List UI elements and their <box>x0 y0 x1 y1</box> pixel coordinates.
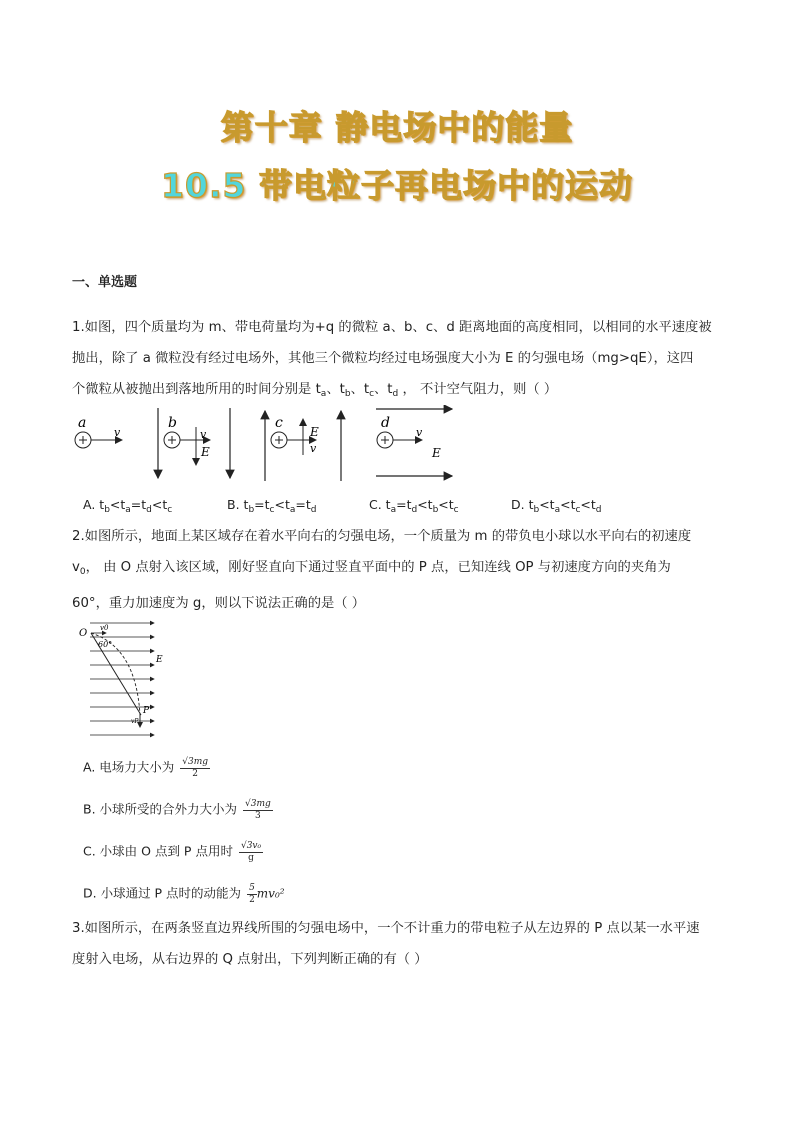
section-heading: 一、单选题 <box>72 275 138 290</box>
svg-text:v: v <box>114 426 121 439</box>
q3-line1: 3.如图所示，在两条竖直边界线所围的匀强电场中，一个不计重力的带电粒子从左边界的 P 点以某一水平速 <box>72 921 700 936</box>
label-vp: vP <box>131 718 139 725</box>
svg-text:E: E <box>201 445 210 459</box>
q1-line2: 抛出，除了 a 微粒没有经过电场外，其他三个微粒均经过电场强度大小为 E 的匀强电场（mg>qE），这四 <box>72 351 694 366</box>
svg-text:E: E <box>432 446 441 460</box>
q1-option-a[interactable]: A. $t_b<t_a=t_d<t_c$ <box>83 497 173 515</box>
q2-figure <box>76 617 176 742</box>
svg-text:v: v <box>200 428 207 441</box>
q1-text <box>72 312 728 410</box>
q1-figure <box>70 405 470 485</box>
q1-option-b[interactable]: B. $t_b=t_c<t_a=t_d$ <box>227 497 317 515</box>
svg-text:v: v <box>310 442 317 455</box>
label-b: b <box>168 415 177 431</box>
label-angle: 60° <box>98 640 113 649</box>
label-d: d <box>381 415 390 431</box>
q1-option-c[interactable]: C. $t_a=t_d<t_b<t_c$ <box>369 497 459 515</box>
label-c: c <box>275 415 283 431</box>
chapter-title: 第十章 静电场中的能量 <box>220 108 574 147</box>
label-v0: v0 <box>100 624 109 632</box>
label-a: a <box>78 415 87 431</box>
label-p: P <box>143 706 150 716</box>
label-e: E <box>156 655 163 665</box>
q2-line1: 2.如图所示，地面上某区域存在着水平向右的匀强电场，一个质量为 m 的带负电小球以水平向右的初速度 <box>72 529 692 544</box>
svg-text:E: E <box>310 425 319 439</box>
q1-option-d[interactable]: D. $t_b<t_a<t_c<t_d$ <box>511 497 602 515</box>
lesson-title: 10.5 带电粒子再电场中的运动 <box>161 166 633 205</box>
q2-option-b[interactable]: B. 小球所受的合外力大小为 $\frac{√3mg}{3}$ <box>83 799 271 821</box>
q3-text <box>72 913 728 975</box>
q2-option-c[interactable]: C. 小球由 O 点到 P 点用时 $\frac{\text{√3v₀}}{g}$ <box>83 841 262 863</box>
svg-text:v: v <box>416 426 423 439</box>
q2-option-a[interactable]: A. 电场力大小为 $\frac{√3mg}{2}$ <box>83 757 209 779</box>
q3-line2: 度射入电场，从右边界的 Q 点射出，下列判断正确的有（ ） <box>72 952 428 967</box>
q2-line3: 60°，重力加速度为 g，则以下说法正确的是（ ） <box>72 596 366 611</box>
q2-line2: $v_0$， 由 O 点射入该区域，刚好竖直向下通过竖直平面中的 P 点，已知连线 OP 与初速度方向的夹角为 <box>72 560 671 577</box>
q2-option-d[interactable]: D. 小球通过 P 点时的动能为 $\frac{5}{2}$ mv₀² <box>83 883 285 905</box>
label-o: O <box>79 628 88 639</box>
q2-text <box>72 521 728 619</box>
q1-line3: 个微粒从被抛出到落地所用的时间分别是 $t_a$、$t_b$、$t_c$、$t_d$ ， 不计空气阻力，则（ ） <box>72 382 558 399</box>
q1-line1: 1.如图，四个质量均为 m、带电荷量均为+q 的微粒 a、b、c、d 距离地面的高度相同，以相同的水平速度被 <box>72 320 712 335</box>
